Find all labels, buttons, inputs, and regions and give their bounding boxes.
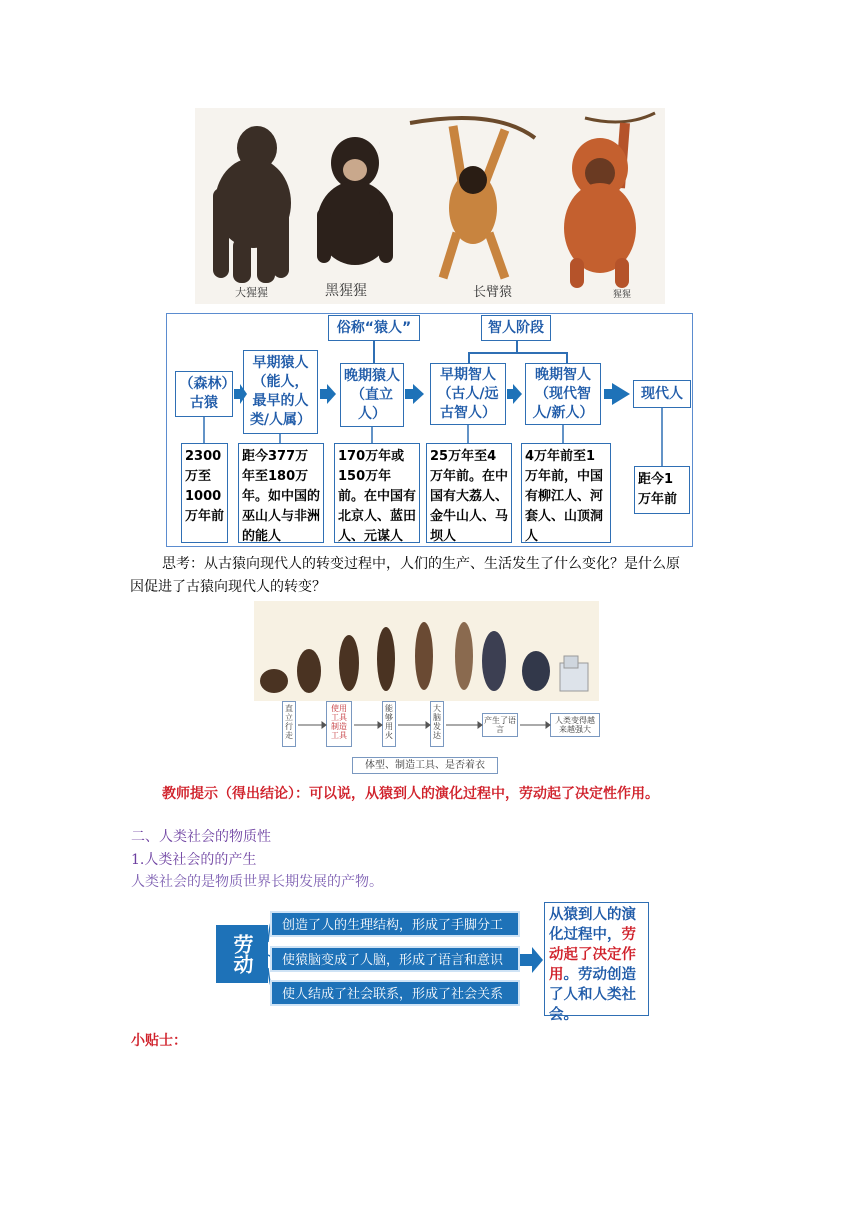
subsection-heading: 1.人类社会的的产生	[131, 852, 257, 868]
labor-arrow-icon	[518, 945, 544, 975]
labor-effect-body: 创造了人的生理结构，形成了手脚分工	[270, 911, 520, 937]
evo-step-stronger: 人类变得越来越强大	[550, 713, 600, 737]
evolution-illustration	[254, 601, 599, 777]
stage-name: 早期智人（古人/远古智人）	[437, 366, 499, 421]
ape-label-chimpanzee: 黑猩猩	[325, 283, 367, 299]
ape-label-gorilla: 大猩猩	[235, 286, 268, 299]
evo-step-fire: 能够用火	[382, 701, 396, 747]
ape-label-orangutan: 猩猩	[613, 290, 632, 300]
label-homo-sapiens-stage: 智人阶段	[481, 315, 551, 341]
detail-late-ape-man: 170万年或150万年前。在中国有北京人、蓝田人、元谋人	[334, 443, 420, 543]
evo-step-walk: 直立行走	[282, 701, 296, 747]
evo-bottom-caption: 体型、制造工具、是否着衣	[352, 757, 498, 774]
labor-label: 劳动	[216, 925, 268, 983]
conclusion-part1: 从猿到人的演化过程中，	[549, 907, 636, 943]
evolution-figures	[254, 601, 599, 711]
arrow-icon	[320, 384, 336, 404]
stage-name: 早期猿人（能人，最早的人类/人属）	[249, 355, 312, 428]
stage-name: 晚期猿人（直立人）	[344, 367, 400, 422]
detail-modern-human: 距今1万年前	[634, 466, 690, 514]
labor-effect-society: 使人结成了社会联系，形成了社会关系	[270, 980, 520, 1006]
stage-name: 现代人	[641, 385, 683, 402]
conclusion-part2: 。劳动创造了人和人类社会。	[549, 967, 636, 1023]
think-question-line2: 因促进了古猿向现代人的转变？	[130, 579, 326, 595]
evo-step-tools: 使用工具制造工具	[326, 701, 352, 747]
evo-step-language: 产生了语言	[482, 713, 518, 737]
arrow-icon	[507, 384, 522, 404]
arrow-icon	[604, 383, 630, 405]
stage-name: （森林）古猿	[179, 376, 229, 411]
arrow-icon	[234, 384, 247, 404]
conclusion-highlight: 劳动起了决定作用	[549, 927, 636, 983]
detail-early-ape-man: 距今377万年至180万年。如中国的巫山人与非洲的能人	[238, 443, 324, 543]
ape-label-gibbon: 长臂猿	[473, 285, 513, 300]
detail-ancient-ape: 2300万至1000万年前	[181, 443, 228, 543]
labor-conclusion	[544, 902, 649, 1023]
think-question-line1: 思考：从古猿向现代人的转变过程中，人们的生产、生活发生了什么变化？是什么原	[162, 556, 680, 572]
section-heading: 二、人类社会的物质性	[131, 829, 271, 845]
section-sentence: 人类社会的是物质世界长期发展的产物。	[131, 874, 383, 890]
stage-name: 晚期智人（现代智人/新人）	[532, 366, 594, 421]
label-ape-man: 俗称“猿人”	[328, 315, 420, 341]
arrow-icon	[405, 384, 424, 404]
evo-step-brain: 大脑发达	[430, 701, 444, 747]
labor-effect-brain: 使猿脑变成了人脑，形成了语言和意识	[270, 946, 520, 972]
detail-early-sapiens: 25万年至4万年前。在中国有大荔人、金牛山人、马坝人	[426, 443, 512, 543]
detail-late-sapiens: 4万年前至1万年前，中国有柳江人、河套人、山顶洞人	[521, 443, 611, 543]
tips-label: 小贴士：	[131, 1033, 187, 1049]
teacher-hint: 教师提示（得出结论）：可以说，从猿到人的演化过程中，劳动起了决定性作用。	[162, 786, 659, 802]
